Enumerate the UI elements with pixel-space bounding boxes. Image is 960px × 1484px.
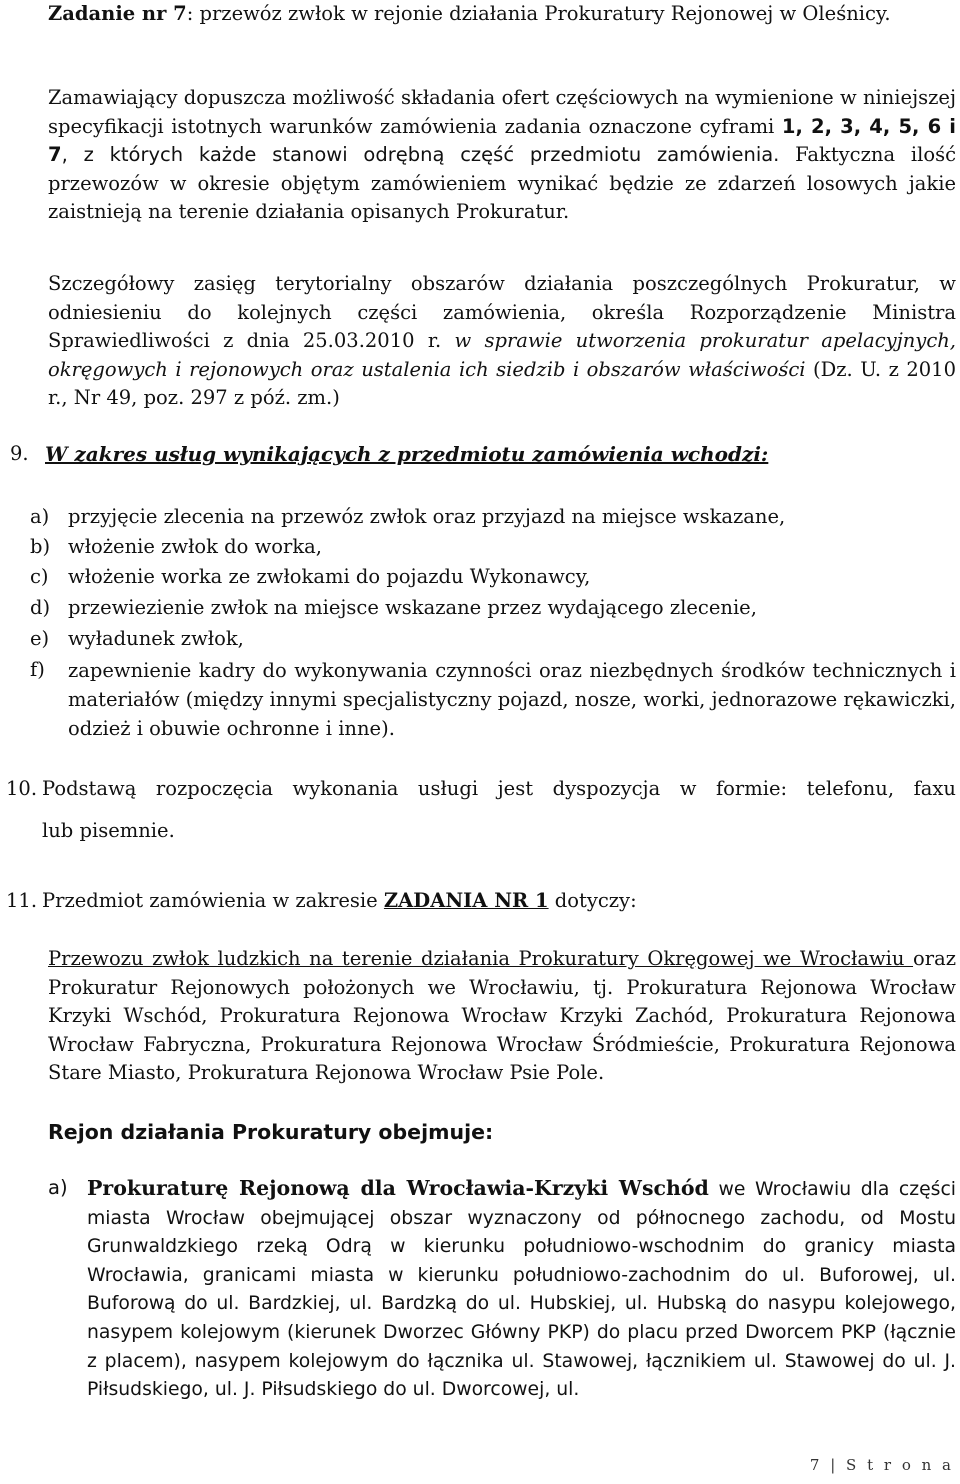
scope-underlined: Przewozu zwłok ludzkich na terenie działania Prokuratury Okręgowej we Wrocławiu xyxy=(48,947,914,970)
list-item-text: zapewnienie kadry do wykonywania czynności oraz niezbędnych środków technicznych i materiałów (między innymi specjalistyczny pojazd, nosze, worki, jednorazowe rękawiczki, odzież i obuwie ochronne i inne). xyxy=(68,659,956,740)
prosecutor-name: Prokuraturę Rejonową dla Wrocławia-Krzyki Wschód xyxy=(87,1176,709,1200)
partial-offers-text-2: , z których każde stanowi odrębną część przedmiotu zamówienia. xyxy=(61,143,780,167)
page-number: 7 xyxy=(809,1456,823,1474)
section-9-heading: W zakres usług wynikających z przedmiotu zamówienia wchodzi: xyxy=(45,442,769,466)
list-item-label: a) xyxy=(30,505,50,528)
list-item-text: włożenie worka ze zwłokami do pojazdu Wykonawcy, xyxy=(68,565,591,588)
task-numbers: 1, 2, 3, 4, 5, 6 i 7 xyxy=(48,114,956,167)
regulation-paragraph xyxy=(48,270,956,413)
list-item-label: c) xyxy=(30,565,49,588)
list-item-label: f) xyxy=(30,658,45,681)
partial-offers-paragraph xyxy=(48,84,956,227)
rejon-item-label: a) xyxy=(48,1176,68,1199)
list-item-text: przewiezienie zwłok na miejsce wskazane przez wydającego zlecenie, xyxy=(68,596,757,619)
section-9-list xyxy=(0,503,960,753)
footer-label: S t r o n a xyxy=(846,1456,954,1474)
task-title-text: : przewóz zwłok w rejonie działania Prokuratury Rejonowej w Oleśnicy. xyxy=(186,2,891,25)
list-item-label: b) xyxy=(30,535,51,558)
section-9-number: 9. xyxy=(10,442,29,465)
rejon-area-text: we Wrocławiu dla części miasta Wrocław obejmującej obszar wyznaczony od północnego zachodu, od Mostu Grunwaldzkiego rzeką Odrą w kierunku południowo-wschodnim do granicy miasta Wrocławia, granicami miasta w kierunku południowo-zachodnim do ul. Buforowej, ul. Buforową do ul. Bardzkiej, ul. Bardzką do ul. Hubskiej, ul. Hubską do nasypu kolejowego, nasypem kolejowym (kierunek Dworzec Główny PKP) do placu przed Dworcem PKP (łącznie z placem), nasypem kolejowym do łącznika ul. Stawowej, łącznikiem ul. Stawowej do ul. J. Piłsudskiego, ul. J. Piłsudskiego do ul. Dworcowej, ul. xyxy=(87,1179,956,1401)
regulation-title: w sprawie utworzenia prokuratur apelacyjnych, okręgowych i rejonowych oraz ustalenia ich siedzib i obszarów właściwości xyxy=(48,329,956,381)
scope-description xyxy=(48,945,956,1088)
list-item-text: wyładunek zwłok, xyxy=(68,627,244,650)
section-11-text: Przedmiot zamówienia w zakresie xyxy=(42,889,384,912)
section-10-line-1: Podstawą rozpoczęcia wykonania usługi jest dyspozycja w formie: telefonu, faxu xyxy=(42,777,956,800)
list-item-text: przyjęcie zlecenia na przewóz zwłok oraz przyjazd na miejsce wskazane, xyxy=(68,505,786,528)
page-footer xyxy=(810,1456,954,1474)
regulation-reference: (Dz. U. z 2010 r., Nr 49, poz. 297 z póź. zm.) xyxy=(48,357,956,410)
scope-text: oraz Prokuratur Rejonowych położonych we Wrocławiu, tj. Prokuratura Rejonowa Wrocław Krzyki Wschód, Prokuratura Rejonowa Wrocław Krzyki Zachód, Prokuratura Rejonowa Wrocław Fabryczna, Prokuratura Rejonowa Wrocław Śródmieście, Prokuratura Rejonowa Stare Miasto, Prokuratura Rejonowa Wrocław Psie Pole. xyxy=(48,947,956,1085)
task-title xyxy=(48,0,956,29)
section-10-number: 10. xyxy=(6,777,38,800)
section-11-intro xyxy=(42,887,637,916)
list-item-label: e) xyxy=(30,627,50,650)
rejon-heading: Rejon działania Prokuratury obejmuje: xyxy=(48,1120,494,1144)
partial-offers-text-3: Faktyczna ilość przewozów w okresie objętym zamówieniem wynikać będzie ze zdarzeń losowych jakie zaistnieją na terenie działania opisanych Prokuratur. xyxy=(48,143,956,224)
partial-offers-text-1: Zamawiający dopuszcza możliwość składania ofert częściowych na wymienione w niniejszej specyfikacji istotnych warunków zamówienia zadania oznaczone cyframi xyxy=(48,86,956,138)
list-item-text: włożenie zwłok do worka, xyxy=(68,535,322,558)
section-11-text-end: dotyczy: xyxy=(548,889,637,912)
section-11-number: 11. xyxy=(6,889,38,912)
rejon-item-text xyxy=(87,1174,956,1405)
footer-separator: | xyxy=(822,1456,847,1474)
task-reference: ZADANIA NR 1 xyxy=(383,889,549,912)
regulation-text-1: Szczegółowy zasięg terytorialny obszarów działania poszczególnych Prokuratur, w odniesieniu do kolejnych części zamówienia, określa Rozporządzenie Ministra Sprawiedliwości z dnia 25.03.2010 r. xyxy=(48,272,956,353)
section-10-line-2: lub pisemnie. xyxy=(42,819,175,842)
list-item-label: d) xyxy=(30,596,51,619)
task-label: Zadanie nr 7 xyxy=(48,2,187,25)
